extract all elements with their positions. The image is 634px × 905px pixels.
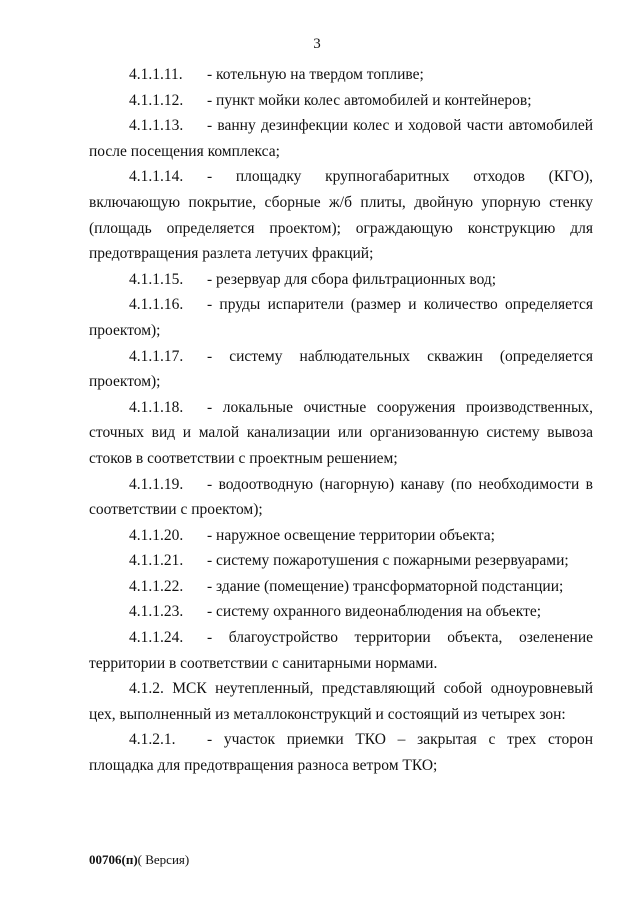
footer-code [89,852,189,868]
list-item [89,62,593,88]
list-item [89,599,593,625]
item-number: 4.1.1.15. [129,270,184,288]
item-text: - участок приемки ТКО – закрытая с трех сторон площадка для предотвращения разноса ветром ТКО; [89,731,593,775]
item-number: 4.1.1.16. [129,296,184,314]
item-number: 4.1.1.11. [129,66,183,83]
item-number: 4.1.1.20. [129,526,184,544]
list-item [89,727,593,778]
item-text: - пункт мойки колес автомобилей и контейнеров; [207,91,532,109]
item-text: - благоустройство территории объекта, озеленение территории в соответствии с санитарными нормами. [89,629,593,672]
list-item [89,625,593,676]
item-number: 4.1.1.18. [129,398,184,416]
item-text: - водоотводную (нагорную) канаву (по необходимости в соответствии с проектом); [89,475,593,519]
list-item [89,267,593,293]
item-number: 4.1.1.13. [129,117,184,135]
list-item [89,292,593,343]
item-text: - систему пожаротушения с пожарными резервуарами; [207,552,569,570]
list-item [89,344,593,395]
list-item [89,574,593,600]
list-item [89,548,593,574]
list-item [89,88,593,114]
item-number: 4.1.1.21. [129,552,184,570]
page-number: 3 [313,36,321,52]
item-text: - площадку крупногабаритных отходов (КГО), включающую покрытие, сборные ж/б плиты, двойную упорную стенку (площадь определяется проектом); ограждающую конструкцию для предотвращения разлета летучих фракций; [89,168,593,263]
item-number: 4.1.1.12. [129,91,184,109]
item-text: - пруды испарители (размер и количество определяется проектом); [89,296,593,339]
list-item [89,164,593,266]
item-text: - систему охранного видеонаблюдения на объекте; [207,603,542,621]
version-label: ( Версия) [137,852,190,867]
document-code: 00706(п) [89,852,138,867]
item-text: - котельную на твердом топливе; [207,66,424,83]
list-item [89,523,593,549]
item-text: - здание (помещение) трансформаторной подстанции; [207,577,564,595]
item-number: 4.1.1.19. [129,475,184,493]
item-number: 4.1.1.24. [129,629,184,647]
item-text: - ванну дезинфекции колес и ходовой части автомобилей после посещения комплекса; [89,117,593,160]
list-item [89,395,593,472]
list-item [89,472,593,523]
list-item [89,113,593,164]
item-number: 4.1.1.22. [129,577,184,595]
item-text: - локальные очистные сооружения производственных, сточных вид и малой канализации или организованную систему вывоза стоков в соответствии с проектным решением; [89,398,593,467]
item-text: - резервуар для сбора фильтрационных вод; [207,270,497,288]
section-paragraph [89,676,593,727]
item-text: - систему наблюдательных скважин (определяется проектом); [89,347,593,391]
item-number: 4.1.1.17. [129,347,184,365]
item-number: 4.1.2.1. [129,731,176,749]
item-text: - наружное освещение территории объекта; [207,526,495,544]
item-number: 4.1.1.23. [129,603,184,621]
section-text: 4.1.2. МСК неутепленный, представляющий собой одноуровневый цех, выполненный из металлоконструкций и состоящий из четырех зон: [89,680,593,723]
item-number: 4.1.1.14. [129,168,184,186]
document-body [89,62,593,779]
